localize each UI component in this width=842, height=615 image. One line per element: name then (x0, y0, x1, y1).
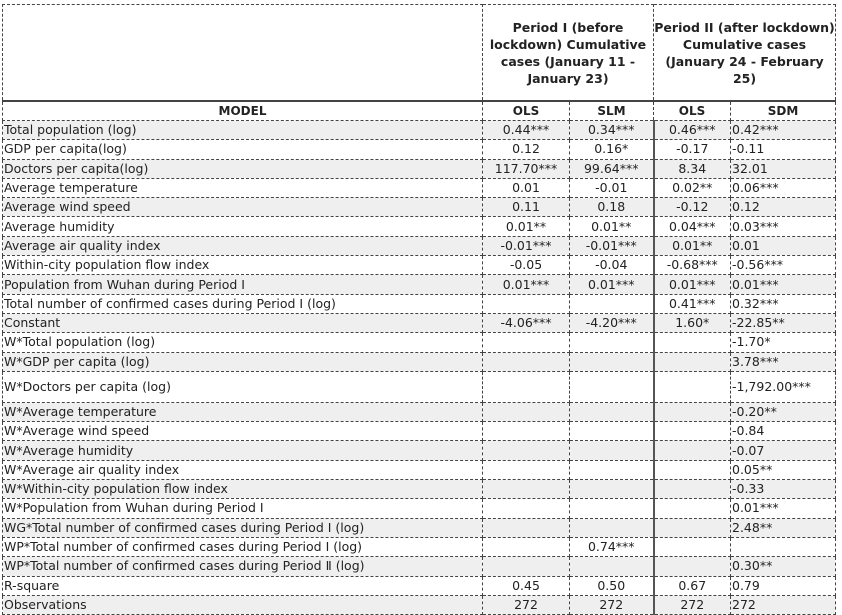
table-row (3, 557, 836, 576)
value-ols-2 (654, 422, 731, 441)
variable-name: R-square (3, 576, 483, 595)
value-sdm: 272 (731, 595, 836, 614)
period1-header: Period I (before lockdown) Cumulative cases (January 11 - January 23) (483, 5, 654, 102)
value-ols-2: -0.68*** (654, 256, 731, 275)
value-sdm: -0.84 (731, 422, 836, 441)
value-slm (570, 294, 654, 313)
variable-name: W*Average wind speed (3, 422, 483, 441)
value-sdm: 3.78*** (731, 352, 836, 371)
value-slm (570, 402, 654, 421)
value-ols-1: 0.44*** (483, 121, 570, 140)
value-ols-2 (654, 460, 731, 479)
table-row (3, 460, 836, 479)
variable-name: W*GDP per capita (log) (3, 352, 483, 371)
value-slm: -0.01*** (570, 236, 654, 255)
value-slm: -0.01 (570, 178, 654, 197)
table-row (3, 159, 836, 178)
table-row (3, 294, 836, 313)
value-slm: 0.74*** (570, 537, 654, 556)
table-row (3, 537, 836, 556)
value-sdm: 0.03*** (731, 217, 836, 236)
table-row (3, 422, 836, 441)
value-ols-2 (654, 557, 731, 576)
value-sdm: -0.20** (731, 402, 836, 421)
value-slm (570, 441, 654, 460)
variable-name: Average temperature (3, 178, 483, 197)
col-header-ols-2: OLS (654, 101, 731, 121)
table-row (3, 576, 836, 595)
value-sdm: -0.11 (731, 140, 836, 159)
table-row (3, 140, 836, 159)
variable-name: Average humidity (3, 217, 483, 236)
value-ols-1: -4.06*** (483, 313, 570, 332)
value-ols-2: -0.12 (654, 198, 731, 217)
variable-name: W*Population from Wuhan during Period Ⅰ (3, 499, 483, 518)
value-ols-2: 0.01** (654, 236, 731, 255)
variable-name: Total population (log) (3, 121, 483, 140)
regression-table (2, 4, 836, 615)
value-ols-2: 0.02** (654, 178, 731, 197)
value-slm (570, 371, 654, 402)
value-ols-1 (483, 333, 570, 352)
variable-name: W*Doctors per capita (log) (3, 371, 483, 402)
value-sdm: 0.12 (731, 198, 836, 217)
col-header-ols-1: OLS (483, 101, 570, 121)
table-row (3, 371, 836, 402)
value-slm: 0.01** (570, 217, 654, 236)
column-header-row (3, 101, 836, 121)
table-row (3, 256, 836, 275)
table-row (3, 275, 836, 294)
model-header: MODEL (3, 101, 483, 121)
variable-name: Average air quality index (3, 236, 483, 255)
value-slm: -4.20*** (570, 313, 654, 332)
value-ols-1 (483, 557, 570, 576)
value-ols-1 (483, 537, 570, 556)
table-row (3, 480, 836, 499)
value-slm: 0.01*** (570, 275, 654, 294)
value-ols-2: 8.34 (654, 159, 731, 178)
value-ols-2 (654, 371, 731, 402)
value-ols-1 (483, 422, 570, 441)
value-ols-2: -0.17 (654, 140, 731, 159)
value-slm: 0.16* (570, 140, 654, 159)
value-ols-2 (654, 333, 731, 352)
variable-name: Constant (3, 313, 483, 332)
value-slm: 0.18 (570, 198, 654, 217)
value-sdm: 0.79 (731, 576, 836, 595)
variable-name: W*Total population (log) (3, 333, 483, 352)
value-ols-2: 0.46*** (654, 121, 731, 140)
variable-name: WP*Total number of confirmed cases during Period Ⅰ (log) (3, 537, 483, 556)
value-sdm: 0.01*** (731, 275, 836, 294)
value-ols-2 (654, 402, 731, 421)
table-row (3, 595, 836, 614)
value-sdm: -0.33 (731, 480, 836, 499)
value-slm: -0.04 (570, 256, 654, 275)
col-header-sdm: SDM (731, 101, 836, 121)
value-sdm: -1.70* (731, 333, 836, 352)
value-ols-1: 272 (483, 595, 570, 614)
value-ols-1 (483, 480, 570, 499)
value-ols-1 (483, 294, 570, 313)
value-ols-2 (654, 480, 731, 499)
table-row (3, 499, 836, 518)
variable-name: WG*Total number of confirmed cases during Period Ⅰ (log) (3, 518, 483, 537)
value-sdm: 0.30** (731, 557, 836, 576)
variable-name: Observations (3, 595, 483, 614)
variable-name: Average wind speed (3, 198, 483, 217)
table-row (3, 198, 836, 217)
table-row (3, 402, 836, 421)
value-ols-2: 0.67 (654, 576, 731, 595)
table-row (3, 441, 836, 460)
value-ols-1: 0.01*** (483, 275, 570, 294)
variable-name: Doctors per capita(log) (3, 159, 483, 178)
value-ols-2 (654, 499, 731, 518)
value-slm (570, 557, 654, 576)
value-ols-2: 0.01*** (654, 275, 731, 294)
value-sdm: 0.42*** (731, 121, 836, 140)
value-ols-1: 0.45 (483, 576, 570, 595)
regression-table-container (2, 4, 836, 615)
value-slm (570, 333, 654, 352)
variable-name: GDP per capita(log) (3, 140, 483, 159)
value-ols-1: 0.01 (483, 178, 570, 197)
value-ols-1 (483, 518, 570, 537)
variable-name: W*Average humidity (3, 441, 483, 460)
value-slm: 0.34*** (570, 121, 654, 140)
value-ols-1 (483, 499, 570, 518)
variable-name: Total number of confirmed cases during Period Ⅰ (log) (3, 294, 483, 313)
table-row (3, 236, 836, 255)
value-slm: 0.50 (570, 576, 654, 595)
value-slm: 272 (570, 595, 654, 614)
table-row (3, 352, 836, 371)
value-ols-1: 0.01** (483, 217, 570, 236)
value-sdm: 0.05** (731, 460, 836, 479)
value-ols-1: 117.70*** (483, 159, 570, 178)
value-sdm: 0.01 (731, 236, 836, 255)
value-sdm: 0.01*** (731, 499, 836, 518)
value-slm (570, 460, 654, 479)
value-ols-2 (654, 441, 731, 460)
value-ols-1: -0.01*** (483, 236, 570, 255)
value-sdm: -1,792.00*** (731, 371, 836, 402)
value-sdm: -22.85** (731, 313, 836, 332)
value-ols-1: -0.05 (483, 256, 570, 275)
value-sdm: -0.07 (731, 441, 836, 460)
value-slm (570, 480, 654, 499)
table-row (3, 178, 836, 197)
value-ols-2: 0.41*** (654, 294, 731, 313)
value-sdm: 2.48** (731, 518, 836, 537)
value-slm (570, 352, 654, 371)
value-sdm: 0.32*** (731, 294, 836, 313)
table-row (3, 217, 836, 236)
value-slm (570, 518, 654, 537)
value-ols-1 (483, 352, 570, 371)
table-row (3, 313, 836, 332)
value-slm (570, 499, 654, 518)
period2-header: Period II (after lockdown) Cumulative cases (January 24 - February 25) (654, 5, 836, 102)
table-row (3, 333, 836, 352)
variable-name: WP*Total number of confirmed cases during Period Ⅱ (log) (3, 557, 483, 576)
value-sdm: 32.01 (731, 159, 836, 178)
value-ols-1 (483, 402, 570, 421)
header-blank-cell (3, 5, 483, 102)
value-ols-2: 272 (654, 595, 731, 614)
value-ols-2 (654, 352, 731, 371)
value-ols-1: 0.12 (483, 140, 570, 159)
value-ols-2: 0.04*** (654, 217, 731, 236)
variable-name: W*Within-city population flow index (3, 480, 483, 499)
value-sdm (731, 537, 836, 556)
value-ols-2 (654, 537, 731, 556)
value-ols-1 (483, 371, 570, 402)
table-row (3, 121, 836, 140)
value-ols-1 (483, 441, 570, 460)
col-header-slm: SLM (570, 101, 654, 121)
table-row (3, 518, 836, 537)
value-slm (570, 422, 654, 441)
value-slm: 99.64*** (570, 159, 654, 178)
value-ols-1: 0.11 (483, 198, 570, 217)
period-header-row (3, 5, 836, 102)
value-sdm: -0.56*** (731, 256, 836, 275)
variable-name: W*Average temperature (3, 402, 483, 421)
variable-name: Within-city population flow index (3, 256, 483, 275)
value-ols-2 (654, 518, 731, 537)
variable-name: W*Average air quality index (3, 460, 483, 479)
variable-name: Population from Wuhan during Period Ⅰ (3, 275, 483, 294)
value-ols-1 (483, 460, 570, 479)
value-ols-2: 1.60* (654, 313, 731, 332)
value-sdm: 0.06*** (731, 178, 836, 197)
